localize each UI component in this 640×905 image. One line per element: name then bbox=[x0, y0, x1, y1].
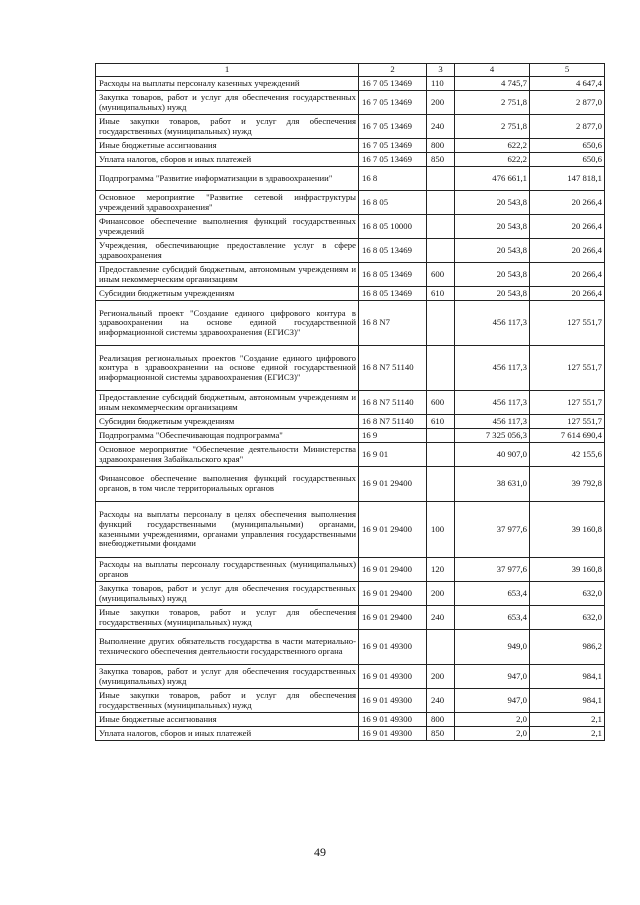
row-expense-type: 240 bbox=[427, 689, 455, 713]
row-expense-type: 800 bbox=[427, 713, 455, 727]
row-code: 16 7 05 13469 bbox=[359, 153, 427, 167]
row-name: Выполнение других обязательств государства в части материально-технического обеспечения деятельности государственного органа bbox=[96, 630, 359, 665]
header-col-1: 1 bbox=[96, 64, 359, 77]
row-value-col4: 37 977,6 bbox=[455, 558, 530, 582]
row-value-col5: 650,6 bbox=[530, 139, 605, 153]
table-row bbox=[96, 713, 605, 727]
row-name: Иные закупки товаров, работ и услуг для обеспечения государственных (муниципальных) нужд bbox=[96, 689, 359, 713]
row-expense-type: 800 bbox=[427, 139, 455, 153]
row-code: 16 8 bbox=[359, 167, 427, 191]
row-expense-type: 610 bbox=[427, 287, 455, 301]
row-code: 16 7 05 13469 bbox=[359, 77, 427, 91]
table-row bbox=[96, 77, 605, 91]
table-row bbox=[96, 191, 605, 215]
row-name: Иные закупки товаров, работ и услуг для обеспечения государственных (муниципальных) нужд bbox=[96, 606, 359, 630]
row-name: Предоставление субсидий бюджетным, автономным учреждениям и иным некоммерческим организациям bbox=[96, 263, 359, 287]
row-value-col5: 127 551,7 bbox=[530, 391, 605, 415]
row-value-col4: 2 751,8 bbox=[455, 91, 530, 115]
row-value-col4: 456 117,3 bbox=[455, 415, 530, 429]
table-row bbox=[96, 443, 605, 467]
table-header bbox=[96, 64, 605, 77]
row-code: 16 9 01 49300 bbox=[359, 713, 427, 727]
row-code: 16 8 N7 51140 bbox=[359, 346, 427, 391]
row-expense-type: 110 bbox=[427, 77, 455, 91]
row-value-col5: 2 877,0 bbox=[530, 91, 605, 115]
table-row bbox=[96, 727, 605, 741]
row-value-col4: 4 745,7 bbox=[455, 77, 530, 91]
row-code: 16 9 bbox=[359, 429, 427, 443]
table-row bbox=[96, 467, 605, 502]
table-row bbox=[96, 346, 605, 391]
row-code: 16 7 05 13469 bbox=[359, 91, 427, 115]
row-value-col4: 7 325 056,3 bbox=[455, 429, 530, 443]
table-row bbox=[96, 558, 605, 582]
row-name: Закупка товаров, работ и услуг для обеспечения государственных (муниципальных) нужд bbox=[96, 665, 359, 689]
table-row bbox=[96, 215, 605, 239]
row-value-col4: 37 977,6 bbox=[455, 502, 530, 558]
row-value-col5: 42 155,6 bbox=[530, 443, 605, 467]
row-value-col5: 39 160,8 bbox=[530, 558, 605, 582]
header-col-3: 3 bbox=[427, 64, 455, 77]
page-number: 49 bbox=[314, 845, 326, 859]
row-code: 16 8 05 13469 bbox=[359, 263, 427, 287]
row-value-col4: 947,0 bbox=[455, 689, 530, 713]
row-code: 16 9 01 29400 bbox=[359, 467, 427, 502]
row-name: Подпрограмма "Развитие информатизации в здравоохранении" bbox=[96, 167, 359, 191]
row-name: Уплата налогов, сборов и иных платежей bbox=[96, 727, 359, 741]
row-value-col5: 127 551,7 bbox=[530, 301, 605, 346]
row-name: Закупка товаров, работ и услуг для обеспечения государственных (муниципальных) нужд bbox=[96, 91, 359, 115]
row-name: Иные бюджетные ассигнования bbox=[96, 139, 359, 153]
row-value-col5: 2,1 bbox=[530, 727, 605, 741]
row-value-col4: 476 661,1 bbox=[455, 167, 530, 191]
table-row bbox=[96, 606, 605, 630]
row-code: 16 9 01 29400 bbox=[359, 502, 427, 558]
row-code: 16 9 01 49300 bbox=[359, 630, 427, 665]
table-row bbox=[96, 689, 605, 713]
table-row bbox=[96, 630, 605, 665]
row-expense-type bbox=[427, 301, 455, 346]
row-value-col4: 456 117,3 bbox=[455, 301, 530, 346]
row-expense-type bbox=[427, 467, 455, 502]
row-name: Уплата налогов, сборов и иных платежей bbox=[96, 153, 359, 167]
row-name: Учреждения, обеспечивающие предоставление услуг в сфере здравоохранения bbox=[96, 239, 359, 263]
row-value-col4: 20 543,8 bbox=[455, 263, 530, 287]
table-row bbox=[96, 429, 605, 443]
row-expense-type: 850 bbox=[427, 153, 455, 167]
row-value-col5: 7 614 690,4 bbox=[530, 429, 605, 443]
row-value-col4: 2 751,8 bbox=[455, 115, 530, 139]
row-expense-type: 600 bbox=[427, 391, 455, 415]
row-code: 16 9 01 29400 bbox=[359, 606, 427, 630]
row-expense-type: 850 bbox=[427, 727, 455, 741]
row-expense-type: 200 bbox=[427, 91, 455, 115]
row-name: Расходы на выплаты персоналу в целях обеспечения выполнения функций государственными (муниципальными) органами, казенными учреждениями, органами управления государственными внебюджетными фондами bbox=[96, 502, 359, 558]
row-value-col4: 20 543,8 bbox=[455, 287, 530, 301]
row-value-col4: 653,4 bbox=[455, 582, 530, 606]
row-value-col5: 127 551,7 bbox=[530, 415, 605, 429]
row-value-col5: 20 266,4 bbox=[530, 263, 605, 287]
row-value-col5: 20 266,4 bbox=[530, 191, 605, 215]
row-value-col5: 39 160,8 bbox=[530, 502, 605, 558]
row-value-col4: 20 543,8 bbox=[455, 191, 530, 215]
table-row bbox=[96, 301, 605, 346]
row-expense-type: 240 bbox=[427, 115, 455, 139]
row-value-col5: 984,1 bbox=[530, 689, 605, 713]
row-code: 16 7 05 13469 bbox=[359, 139, 427, 153]
row-expense-type: 100 bbox=[427, 502, 455, 558]
row-value-col5: 2 877,0 bbox=[530, 115, 605, 139]
header-col-5: 5 bbox=[530, 64, 605, 77]
row-code: 16 9 01 49300 bbox=[359, 665, 427, 689]
table-row bbox=[96, 287, 605, 301]
header-col-2: 2 bbox=[359, 64, 427, 77]
row-value-col5: 147 818,1 bbox=[530, 167, 605, 191]
row-value-col5: 632,0 bbox=[530, 582, 605, 606]
row-expense-type: 240 bbox=[427, 606, 455, 630]
row-value-col5: 20 266,4 bbox=[530, 215, 605, 239]
row-expense-type: 610 bbox=[427, 415, 455, 429]
budget-table bbox=[95, 63, 605, 741]
row-value-col5: 986,2 bbox=[530, 630, 605, 665]
row-name: Субсидии бюджетным учреждениям bbox=[96, 287, 359, 301]
row-expense-type bbox=[427, 215, 455, 239]
row-expense-type bbox=[427, 443, 455, 467]
row-name: Региональный проект "Создание единого цифрового контура в здравоохранении на основе единой государственной информационной системы здравоохранения (ЕГИСЗ)" bbox=[96, 301, 359, 346]
table-body bbox=[96, 77, 605, 741]
table-row bbox=[96, 502, 605, 558]
row-name: Расходы на выплаты персоналу казенных учреждений bbox=[96, 77, 359, 91]
row-value-col4: 622,2 bbox=[455, 139, 530, 153]
row-name: Расходы на выплаты персоналу государственных (муниципальных) органов bbox=[96, 558, 359, 582]
row-expense-type bbox=[427, 191, 455, 215]
row-name: Реализация региональных проектов "Создание единого цифрового контура в здравоохранении на основе единой государственной информационной системы здравоохранения (ЕГИСЗ)" bbox=[96, 346, 359, 391]
row-code: 16 9 01 49300 bbox=[359, 689, 427, 713]
row-name: Подпрограмма "Обеспечивающая подпрограмма" bbox=[96, 429, 359, 443]
table-row bbox=[96, 153, 605, 167]
row-value-col4: 38 631,0 bbox=[455, 467, 530, 502]
row-value-col5: 984,1 bbox=[530, 665, 605, 689]
row-expense-type: 600 bbox=[427, 263, 455, 287]
row-name: Основное мероприятие "Обеспечение деятельности Министерства здравоохранения Забайкальского края" bbox=[96, 443, 359, 467]
row-value-col5: 127 551,7 bbox=[530, 346, 605, 391]
row-name: Предоставление субсидий бюджетным, автономным учреждениям и иным некоммерческим организациям bbox=[96, 391, 359, 415]
row-name: Финансовое обеспечение выполнения функций государственных учреждений bbox=[96, 215, 359, 239]
row-name: Иные бюджетные ассигнования bbox=[96, 713, 359, 727]
row-value-col4: 622,2 bbox=[455, 153, 530, 167]
table-row bbox=[96, 239, 605, 263]
row-name: Иные закупки товаров, работ и услуг для обеспечения государственных (муниципальных) нужд bbox=[96, 115, 359, 139]
row-value-col5: 650,6 bbox=[530, 153, 605, 167]
row-code: 16 8 05 bbox=[359, 191, 427, 215]
row-value-col4: 456 117,3 bbox=[455, 391, 530, 415]
row-code: 16 9 01 29400 bbox=[359, 558, 427, 582]
row-value-col4: 949,0 bbox=[455, 630, 530, 665]
table-row bbox=[96, 391, 605, 415]
row-value-col4: 653,4 bbox=[455, 606, 530, 630]
row-value-col5: 2,1 bbox=[530, 713, 605, 727]
table-row bbox=[96, 415, 605, 429]
row-expense-type: 200 bbox=[427, 582, 455, 606]
row-expense-type bbox=[427, 630, 455, 665]
header-col-4: 4 bbox=[455, 64, 530, 77]
row-value-col5: 39 792,8 bbox=[530, 467, 605, 502]
row-value-col4: 2,0 bbox=[455, 713, 530, 727]
row-value-col4: 2,0 bbox=[455, 727, 530, 741]
row-code: 16 8 N7 51140 bbox=[359, 391, 427, 415]
row-name: Закупка товаров, работ и услуг для обеспечения государственных (муниципальных) нужд bbox=[96, 582, 359, 606]
row-value-col4: 20 543,8 bbox=[455, 239, 530, 263]
header-row bbox=[96, 64, 605, 77]
row-code: 16 8 N7 51140 bbox=[359, 415, 427, 429]
row-value-col4: 947,0 bbox=[455, 665, 530, 689]
table-row bbox=[96, 115, 605, 139]
row-code: 16 8 05 13469 bbox=[359, 287, 427, 301]
table-row bbox=[96, 91, 605, 115]
row-expense-type bbox=[427, 239, 455, 263]
row-code: 16 8 05 13469 bbox=[359, 239, 427, 263]
row-value-col4: 456 117,3 bbox=[455, 346, 530, 391]
row-value-col5: 632,0 bbox=[530, 606, 605, 630]
table-row bbox=[96, 139, 605, 153]
row-name: Финансовое обеспечение выполнения функций государственных органов, в том числе территориальных органов bbox=[96, 467, 359, 502]
row-value-col5: 20 266,4 bbox=[530, 287, 605, 301]
row-value-col5: 4 647,4 bbox=[530, 77, 605, 91]
row-code: 16 8 N7 bbox=[359, 301, 427, 346]
row-code: 16 7 05 13469 bbox=[359, 115, 427, 139]
row-expense-type bbox=[427, 167, 455, 191]
row-code: 16 9 01 bbox=[359, 443, 427, 467]
row-expense-type: 200 bbox=[427, 665, 455, 689]
row-value-col5: 20 266,4 bbox=[530, 239, 605, 263]
row-expense-type: 120 bbox=[427, 558, 455, 582]
table-row bbox=[96, 582, 605, 606]
row-value-col4: 40 907,0 bbox=[455, 443, 530, 467]
row-expense-type bbox=[427, 429, 455, 443]
table-row bbox=[96, 167, 605, 191]
row-code: 16 9 01 29400 bbox=[359, 582, 427, 606]
table-row bbox=[96, 263, 605, 287]
row-code: 16 8 05 10000 bbox=[359, 215, 427, 239]
table-row bbox=[96, 665, 605, 689]
row-expense-type bbox=[427, 346, 455, 391]
row-name: Основное мероприятие "Развитие сетевой инфраструктуры учреждений здравоохранения" bbox=[96, 191, 359, 215]
row-value-col4: 20 543,8 bbox=[455, 215, 530, 239]
row-code: 16 9 01 49300 bbox=[359, 727, 427, 741]
row-name: Субсидии бюджетным учреждениям bbox=[96, 415, 359, 429]
